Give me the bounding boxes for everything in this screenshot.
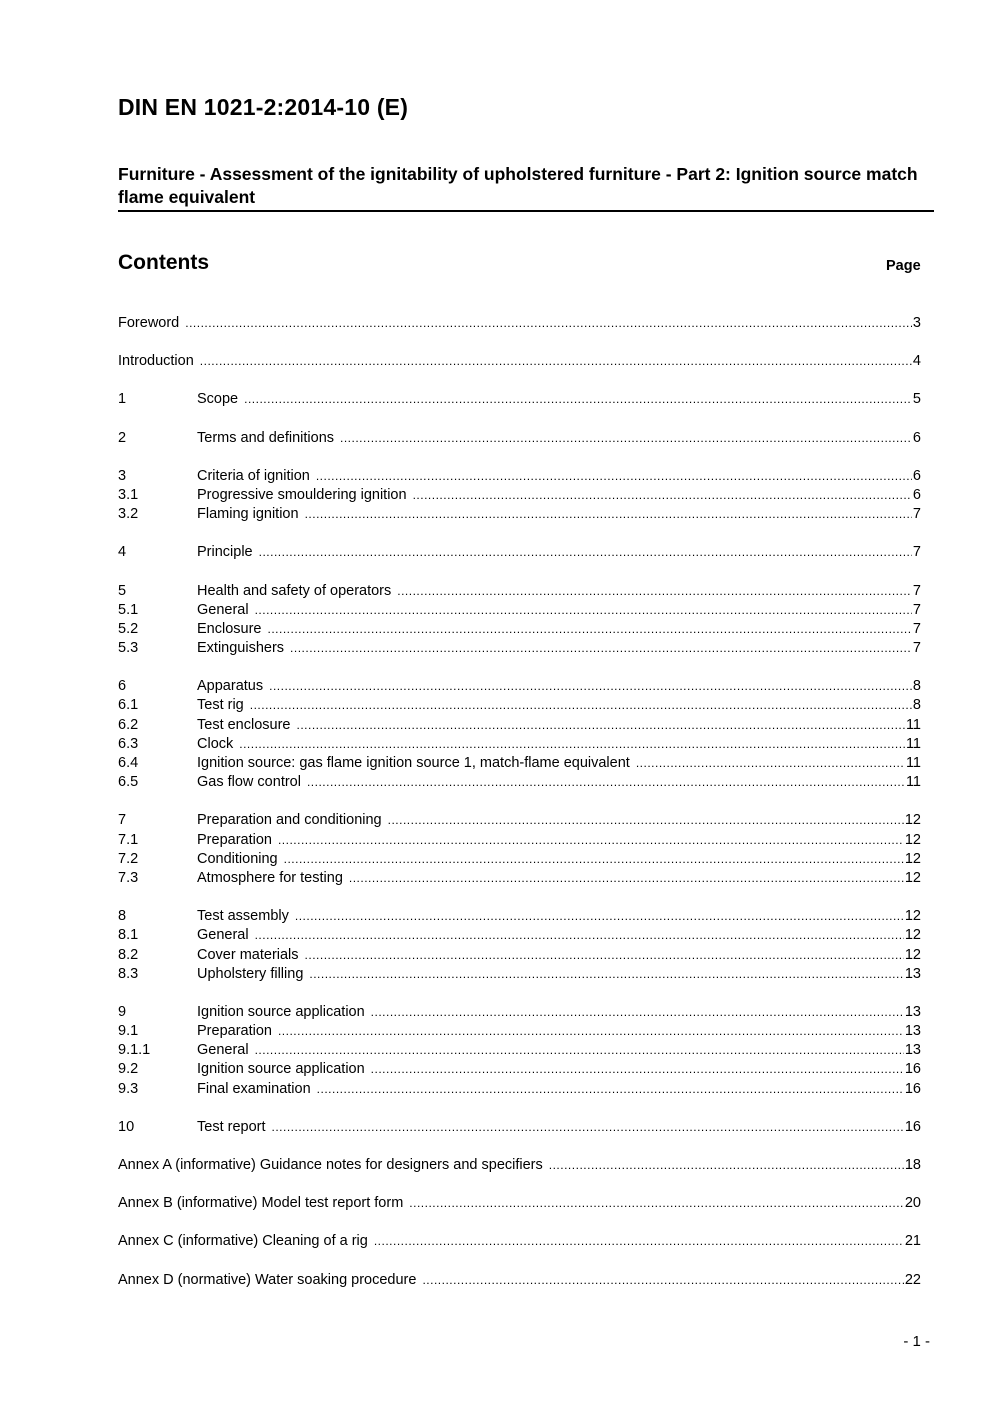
toc-entry[interactable] bbox=[118, 391, 921, 410]
toc-entry-number: 6.2 bbox=[118, 716, 139, 733]
toc-dot-leader bbox=[307, 775, 905, 789]
toc-dot-leader bbox=[278, 1024, 904, 1038]
toc-entry[interactable] bbox=[118, 430, 921, 449]
toc-entry-page: 13 bbox=[904, 1003, 921, 1020]
toc-entry[interactable] bbox=[118, 774, 921, 793]
toc-entry[interactable] bbox=[118, 851, 921, 870]
toc-dot-leader bbox=[255, 603, 912, 617]
toc-dot-leader bbox=[388, 813, 904, 827]
toc-entry-number: 9.1.1 bbox=[118, 1042, 151, 1059]
toc-entry-number: 5.3 bbox=[118, 640, 139, 657]
title-divider bbox=[118, 210, 934, 212]
toc-entry-number: 7.2 bbox=[118, 850, 139, 867]
toc-entry-page: 3 bbox=[912, 315, 921, 331]
toc-dot-leader bbox=[636, 756, 905, 770]
toc-dot-leader bbox=[284, 852, 904, 866]
toc-dot-leader bbox=[255, 1043, 904, 1057]
toc-dot-leader bbox=[305, 948, 904, 962]
toc-entry-number: 10 bbox=[118, 1118, 135, 1135]
toc-entry-number: 9.1 bbox=[118, 1023, 139, 1040]
toc-entry[interactable] bbox=[118, 1119, 921, 1138]
toc-entry[interactable] bbox=[118, 315, 921, 334]
toc-entry[interactable] bbox=[118, 544, 921, 563]
toc-dot-leader bbox=[259, 545, 912, 559]
toc-entry[interactable] bbox=[118, 1195, 921, 1214]
toc-dot-leader bbox=[239, 737, 905, 751]
page-column-label: Page bbox=[886, 258, 921, 274]
toc-dot-leader bbox=[185, 316, 912, 330]
toc-dot-leader bbox=[340, 431, 912, 445]
toc-dot-leader bbox=[297, 718, 905, 732]
toc-dot-leader bbox=[309, 967, 903, 981]
toc-entry-title: Scope bbox=[197, 391, 239, 408]
toc-dot-leader bbox=[316, 469, 912, 483]
toc-entry-title: Ignition source application bbox=[197, 1003, 365, 1020]
toc-entry-title: Final examination bbox=[197, 1080, 311, 1097]
toc-entry-page: 7 bbox=[912, 601, 921, 618]
toc-dot-leader bbox=[413, 488, 912, 502]
toc-dot-leader bbox=[250, 698, 912, 712]
toc-dot-leader bbox=[374, 1234, 904, 1248]
toc-entry-title: Test assembly bbox=[197, 908, 289, 925]
toc-entry-title: Introduction bbox=[118, 353, 194, 370]
toc-entry-title: Enclosure bbox=[197, 620, 262, 637]
toc-dot-leader bbox=[349, 871, 904, 885]
toc-entry-page: 16 bbox=[904, 1061, 921, 1078]
toc-entry-title: Progressive smouldering ignition bbox=[197, 486, 407, 503]
toc-entry[interactable] bbox=[118, 697, 921, 716]
toc-entry-title: General bbox=[197, 927, 249, 944]
toc-entry-number: 8.3 bbox=[118, 965, 139, 982]
toc-entry[interactable] bbox=[118, 1004, 921, 1023]
toc-entry-title: Health and safety of operators bbox=[197, 582, 392, 599]
toc-entry-number: 7 bbox=[118, 812, 127, 829]
toc-entry-title: Ignition source application bbox=[197, 1061, 365, 1078]
toc-entry[interactable] bbox=[118, 621, 921, 640]
toc-entry[interactable] bbox=[118, 947, 921, 966]
contents-heading: Contents bbox=[118, 251, 209, 274]
toc-entry-page: 20 bbox=[904, 1195, 921, 1212]
toc-entry-page: 13 bbox=[904, 1042, 921, 1059]
toc-dot-leader bbox=[549, 1158, 904, 1172]
toc-entry-title: Test report bbox=[197, 1118, 266, 1135]
toc-entry-title: Preparation and conditioning bbox=[197, 812, 382, 829]
toc-entry-number: 3.1 bbox=[118, 486, 139, 503]
toc-entry-page: 7 bbox=[912, 640, 921, 657]
toc-entry-number: 6.4 bbox=[118, 755, 139, 771]
toc-entry-number: 6.3 bbox=[118, 735, 139, 752]
toc-entry-title: Extinguishers bbox=[197, 640, 285, 657]
toc-entry-title: Preparation bbox=[197, 831, 272, 848]
toc-entry-number: 5 bbox=[118, 582, 127, 599]
toc-entry-number: 8.1 bbox=[118, 927, 139, 944]
toc-entry[interactable] bbox=[118, 487, 921, 506]
toc-entry-number: 5.2 bbox=[118, 620, 139, 637]
toc-entry[interactable] bbox=[118, 927, 921, 946]
toc-entry-title: Terms and definitions bbox=[197, 429, 335, 446]
toc-entry-page: 5 bbox=[912, 391, 921, 408]
toc-entry-title: Ignition source: gas flame ignition source 1, match-flame equivalent bbox=[197, 755, 630, 771]
toc-entry-title: General bbox=[197, 1042, 249, 1059]
toc-entry-page: 12 bbox=[904, 831, 921, 848]
toc-entry[interactable] bbox=[118, 966, 921, 985]
toc-entry-title: Preparation bbox=[197, 1023, 272, 1040]
toc-entry-number: 7.3 bbox=[118, 869, 139, 886]
toc-entry-page: 11 bbox=[905, 735, 921, 752]
toc-entry-page: 11 bbox=[905, 755, 921, 771]
toc-entry-number: 7.1 bbox=[118, 831, 139, 848]
toc-entry[interactable] bbox=[118, 1272, 921, 1291]
document-id: DIN EN 1021-2:2014-10 (E) bbox=[118, 94, 409, 120]
toc-entry-title: Principle bbox=[197, 544, 253, 561]
toc-entry-title: Annex A (informative) Guidance notes for designers and specifiers bbox=[118, 1157, 543, 1173]
toc-entry[interactable] bbox=[118, 870, 921, 889]
toc-dot-leader bbox=[278, 833, 904, 847]
toc-entry[interactable] bbox=[118, 678, 921, 697]
toc-entry-page: 6 bbox=[912, 486, 921, 503]
toc-entry-title: Annex D (normative) Water soaking procedure bbox=[118, 1271, 417, 1288]
toc-entry-page: 6 bbox=[912, 467, 921, 484]
toc-entry-page: 16 bbox=[904, 1080, 921, 1097]
toc-entry-title: Gas flow control bbox=[197, 774, 301, 791]
toc-entry-page: 12 bbox=[904, 927, 921, 944]
toc-entry-title: General bbox=[197, 601, 249, 618]
toc-entry-number: 3 bbox=[118, 467, 127, 484]
toc-entry-title: Upholstery filling bbox=[197, 965, 304, 982]
toc-entry[interactable] bbox=[118, 583, 921, 602]
toc-entry-title: Cover materials bbox=[197, 946, 299, 963]
toc-entry-page: 12 bbox=[904, 812, 921, 829]
toc-entry[interactable] bbox=[118, 812, 921, 831]
toc-entry-page: 7 bbox=[912, 582, 921, 599]
toc-entry-number: 9 bbox=[118, 1003, 127, 1020]
toc-entry-number: 4 bbox=[118, 544, 127, 561]
toc-entry[interactable] bbox=[118, 506, 921, 525]
toc-entry-page: 18 bbox=[904, 1157, 921, 1173]
toc-entry[interactable] bbox=[118, 832, 921, 851]
toc-entry[interactable] bbox=[118, 1042, 921, 1061]
toc-entry-number: 6.1 bbox=[118, 697, 139, 714]
toc-entry-title: Atmosphere for testing bbox=[197, 869, 343, 886]
toc-dot-leader bbox=[317, 1082, 904, 1096]
toc-entry-title: Criteria of ignition bbox=[197, 467, 310, 484]
page-number: - 1 - bbox=[903, 1333, 930, 1350]
toc-entry-number: 6 bbox=[118, 678, 127, 695]
toc-entry-title: Conditioning bbox=[197, 850, 278, 867]
toc-entry-page: 22 bbox=[904, 1271, 921, 1288]
toc-entry-page: 13 bbox=[904, 1023, 921, 1040]
toc-entry[interactable] bbox=[118, 1157, 921, 1176]
toc-entry[interactable] bbox=[118, 640, 921, 659]
toc-dot-leader bbox=[244, 392, 912, 406]
toc-entry[interactable] bbox=[118, 755, 921, 774]
toc-entry-title: Foreword bbox=[118, 315, 180, 331]
toc-entry-page: 12 bbox=[904, 850, 921, 867]
toc-entry-page: 12 bbox=[904, 946, 921, 963]
toc-entry-number: 9.2 bbox=[118, 1061, 139, 1078]
toc-entry-page: 11 bbox=[905, 716, 921, 733]
toc-dot-leader bbox=[409, 1196, 904, 1210]
table-of-contents bbox=[118, 315, 921, 1291]
toc-entry[interactable] bbox=[118, 353, 921, 372]
toc-entry-page: 21 bbox=[904, 1233, 921, 1250]
toc-dot-leader bbox=[200, 354, 912, 368]
toc-entry-number: 2 bbox=[118, 429, 127, 446]
toc-entry-title: Annex B (informative) Model test report form bbox=[118, 1195, 404, 1212]
toc-dot-leader bbox=[422, 1273, 903, 1287]
toc-entry[interactable] bbox=[118, 602, 921, 621]
toc-dot-leader bbox=[305, 507, 912, 521]
toc-entry-page: 7 bbox=[912, 506, 921, 523]
toc-entry-page: 4 bbox=[912, 353, 921, 370]
document-subtitle: Furniture - Assessment of the ignitability of upholstered furniture - Part 2: Ignition source match flame equivalent bbox=[118, 164, 918, 207]
toc-entry-number: 3.2 bbox=[118, 506, 139, 523]
toc-entry-title: Test rig bbox=[197, 697, 244, 714]
toc-entry-page: 8 bbox=[912, 697, 921, 714]
toc-entry[interactable] bbox=[118, 736, 921, 755]
toc-entry[interactable] bbox=[118, 468, 921, 487]
toc-entry[interactable] bbox=[118, 1061, 921, 1080]
toc-dot-leader bbox=[269, 679, 912, 693]
toc-entry[interactable] bbox=[118, 1081, 921, 1100]
toc-dot-leader bbox=[371, 1005, 904, 1019]
toc-entry[interactable] bbox=[118, 908, 921, 927]
toc-entry-title: Apparatus bbox=[197, 678, 264, 695]
toc-entry-title: Annex C (informative) Cleaning of a rig bbox=[118, 1233, 368, 1250]
toc-entry-number: 5.1 bbox=[118, 601, 139, 618]
toc-entry-number: 8.2 bbox=[118, 946, 139, 963]
toc-dot-leader bbox=[272, 1120, 904, 1134]
toc-entry-number: 1 bbox=[118, 391, 127, 408]
toc-dot-leader bbox=[255, 928, 904, 942]
toc-entry-number: 9.3 bbox=[118, 1080, 139, 1097]
toc-entry-page: 13 bbox=[904, 965, 921, 982]
toc-entry[interactable] bbox=[118, 717, 921, 736]
toc-entry-page: 16 bbox=[904, 1118, 921, 1135]
toc-entry-page: 11 bbox=[905, 774, 921, 791]
toc-entry-number: 6.5 bbox=[118, 774, 139, 791]
toc-entry-number: 8 bbox=[118, 908, 127, 925]
toc-entry-page: 7 bbox=[912, 544, 921, 561]
toc-dot-leader bbox=[295, 909, 904, 923]
toc-entry-page: 8 bbox=[912, 678, 921, 695]
toc-entry[interactable] bbox=[118, 1233, 921, 1252]
toc-entry-title: Clock bbox=[197, 735, 234, 752]
toc-dot-leader bbox=[290, 641, 912, 655]
toc-dot-leader bbox=[371, 1062, 904, 1076]
toc-entry-page: 7 bbox=[912, 620, 921, 637]
toc-dot-leader bbox=[267, 622, 911, 636]
toc-entry-page: 6 bbox=[912, 429, 921, 446]
toc-entry-page: 12 bbox=[904, 908, 921, 925]
toc-entry-page: 12 bbox=[904, 869, 921, 886]
toc-entry-title: Flaming ignition bbox=[197, 506, 299, 523]
toc-entry[interactable] bbox=[118, 1023, 921, 1042]
toc-entry-title: Test enclosure bbox=[197, 716, 291, 733]
toc-dot-leader bbox=[397, 584, 912, 598]
